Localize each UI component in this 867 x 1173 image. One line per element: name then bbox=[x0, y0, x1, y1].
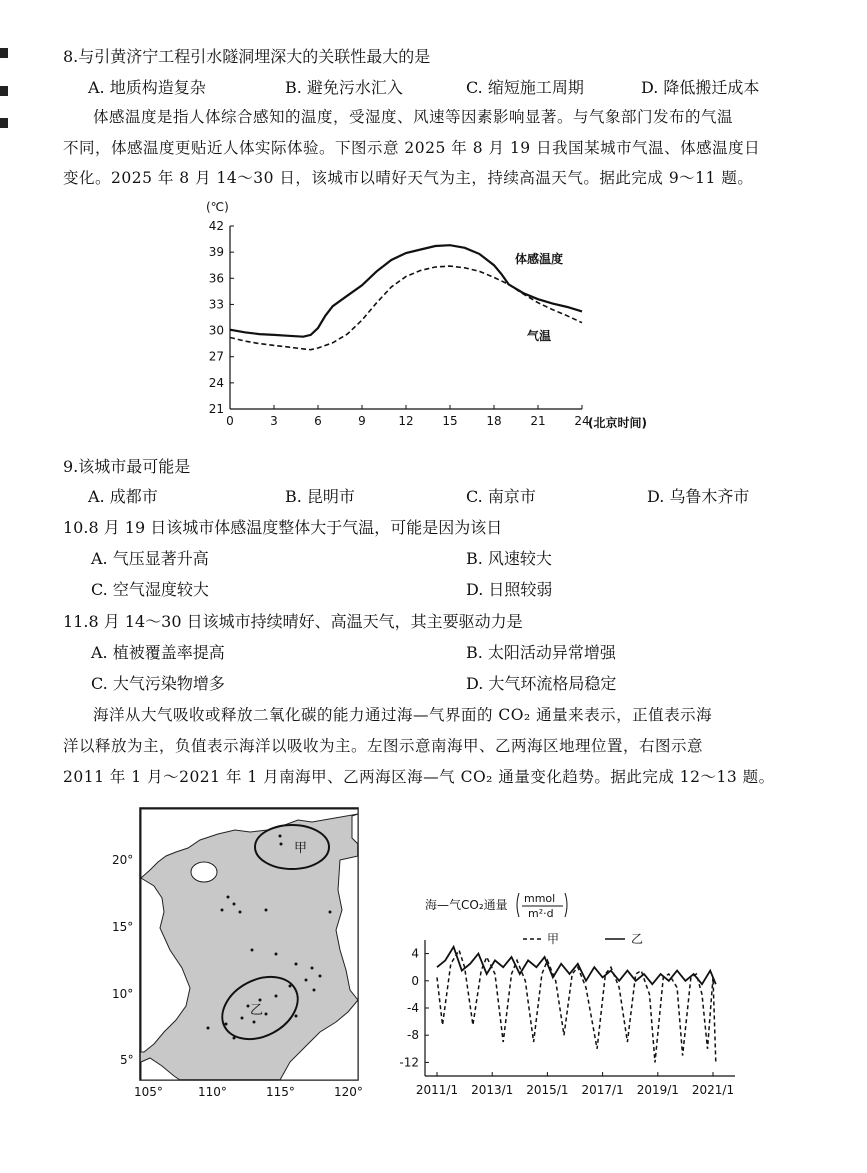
lon-label-105: 105° bbox=[134, 1085, 163, 1099]
chart2-ytick-label: 4 bbox=[411, 946, 419, 961]
chart2-unit-denominator: m²·d bbox=[528, 907, 554, 920]
chart1-ytick-label: 24 bbox=[208, 375, 224, 390]
chart2-ytick-label: 0 bbox=[411, 973, 419, 988]
chart1-ytick-label: 30 bbox=[208, 323, 224, 338]
lat-label-5: 5° bbox=[120, 1053, 134, 1067]
chart1-xtick-label: 15 bbox=[442, 414, 458, 428]
chart1-xtick-label: 6 bbox=[314, 414, 322, 428]
q8-option-a: A. 地质构造复杂 bbox=[88, 78, 206, 97]
chart2-xtick-label: 2013/1 bbox=[471, 1083, 514, 1097]
q9-option-c: C. 南京市 bbox=[466, 487, 536, 506]
map-land-taiwan bbox=[352, 814, 358, 844]
region-a-label: 甲 bbox=[294, 841, 308, 856]
chart2-series bbox=[437, 947, 716, 1063]
q11-option-c: C. 大气污染物增多 bbox=[91, 674, 225, 693]
chart1-ytick-label: 39 bbox=[208, 245, 224, 260]
chart1-ytick-label: 36 bbox=[208, 271, 224, 286]
chart2-unit bbox=[517, 892, 567, 920]
q11-option-d: D. 大气环流格局稳定 bbox=[466, 674, 617, 693]
lat-label-20: 20° bbox=[112, 853, 134, 867]
lat-label-10: 10° bbox=[112, 987, 134, 1001]
chart2-ytick-label: -4 bbox=[407, 1001, 419, 1015]
q8-option-c: C. 缩短施工周期 bbox=[466, 78, 584, 97]
q9-option-a: A. 成都市 bbox=[88, 487, 158, 506]
chart2-xtick-label: 2015/1 bbox=[526, 1083, 569, 1097]
chart2-unit-numerator: mmol bbox=[524, 892, 556, 905]
binding-mark bbox=[0, 118, 8, 128]
q10-stem: 10.8 月 19 日该城市体感温度整体大于气温，可能是因为该日 bbox=[63, 518, 503, 537]
lon-label-110: 110° bbox=[198, 1085, 227, 1099]
q9-stem: 9.该城市最可能是 bbox=[63, 457, 191, 476]
binding-mark bbox=[0, 86, 8, 96]
chart2-ytick-label: -8 bbox=[407, 1028, 419, 1043]
map-land-hainan bbox=[191, 862, 217, 882]
chart1-ytick-label: 42 bbox=[208, 219, 224, 233]
q11-stem: 11.8 月 14～30 日该城市持续晴好、高温天气，其主要驱动力是 bbox=[63, 612, 523, 631]
chart2-ylabel: 海—气CO₂通量 bbox=[425, 898, 508, 912]
chart2-xtick-label: 2017/1 bbox=[581, 1083, 624, 1097]
q11-option-b: B. 太阳活动异常增强 bbox=[466, 643, 616, 662]
q9-option-d: D. 乌鲁木齐市 bbox=[647, 487, 750, 506]
chart1-xtick-label: 24 bbox=[574, 414, 590, 428]
passage1-line1: 体感温度是指人体综合感知的温度，受湿度、风速等因素影响显著。与气象部门发布的气温 bbox=[93, 108, 734, 126]
lat-label-15: 15° bbox=[112, 920, 134, 934]
passage2-line3: 2011 年 1 月～2021 年 1 月南海甲、乙两海区海—气 CO₂ 通量变化趋势。据此完成 12～13 题。 bbox=[63, 768, 775, 786]
q10-option-a: A. 气压显著升高 bbox=[91, 549, 209, 568]
chart1-series-label-air: 气温 bbox=[527, 329, 552, 343]
co2-flux-chart bbox=[395, 880, 755, 1105]
q8-option-b: B. 避免污水汇入 bbox=[285, 78, 403, 97]
chart1-ylabel: (℃) bbox=[206, 200, 229, 214]
chart1-ytick-label: 21 bbox=[208, 402, 224, 416]
q10-option-b: B. 风速较大 bbox=[466, 549, 552, 568]
q10-option-c: C. 空气湿度较大 bbox=[91, 580, 209, 599]
chart1-series-label-feel: 体感温度 bbox=[515, 252, 564, 266]
passage1-line3: 变化。2025 年 8 月 14～30 日，该城市以晴好天气为主，持续高温天气。据此完成 9～11 题。 bbox=[63, 169, 754, 187]
chart1-xtick-label: 0 bbox=[226, 414, 234, 428]
passage1-line2: 不同，体感温度更贴近人体实际体验。下图示意 2025 年 8 月 19 日我国某城市气温、体感温度日 bbox=[63, 139, 761, 157]
chart2-ytick-label: -12 bbox=[399, 1055, 419, 1070]
q10-option-d: D. 日照较弱 bbox=[466, 580, 553, 599]
passage2-line2: 洋以释放为主，负值表示海洋以吸收为主。左图示意南海甲、乙两海区地理位置，右图示意 bbox=[63, 737, 704, 755]
legend-label-a: 甲 bbox=[547, 932, 560, 946]
chart2-series-line-1 bbox=[437, 947, 716, 984]
chart2-xtick-label: 2011/1 bbox=[415, 1083, 459, 1097]
chart1-xtick-label: 21 bbox=[530, 414, 546, 428]
lon-label-115: 115° bbox=[266, 1085, 295, 1099]
q8-stem: 8.与引黄济宁工程引水隧洞埋深大的关联性最大的是 bbox=[63, 47, 431, 66]
chart1-xtick-label: 3 bbox=[270, 414, 278, 428]
chart2-xtick-label: 2019/1 bbox=[636, 1083, 679, 1097]
temperature-chart bbox=[190, 195, 670, 440]
chart1-xtick-label: 18 bbox=[486, 414, 502, 428]
legend-label-b: 乙 bbox=[631, 932, 644, 946]
chart1-xtick-label: 12 bbox=[398, 414, 414, 428]
south-china-sea-map bbox=[100, 800, 390, 1100]
chart1-ytick-label: 27 bbox=[208, 349, 224, 364]
region-b-label: 乙 bbox=[250, 1003, 264, 1018]
chart2-series-line-0 bbox=[437, 950, 716, 1062]
chart2-xtick-label: 2021/1 bbox=[691, 1083, 735, 1097]
q9-option-b: B. 昆明市 bbox=[285, 487, 355, 506]
q8-option-d: D. 降低搬迁成本 bbox=[641, 78, 760, 97]
chart1-xlabel: (北京时间) bbox=[588, 416, 647, 430]
chart1-xtick-label: 9 bbox=[358, 414, 366, 428]
lon-label-120: 120° bbox=[334, 1085, 363, 1099]
chart1-ytick-label: 33 bbox=[208, 297, 224, 312]
binding-mark bbox=[0, 48, 8, 58]
passage2-line1: 海洋从大气吸收或释放二氧化碳的能力通过海—气界面的 CO₂ 通量来表示，正值表示海 bbox=[93, 706, 713, 724]
q11-option-a: A. 植被覆盖率提高 bbox=[91, 643, 225, 662]
